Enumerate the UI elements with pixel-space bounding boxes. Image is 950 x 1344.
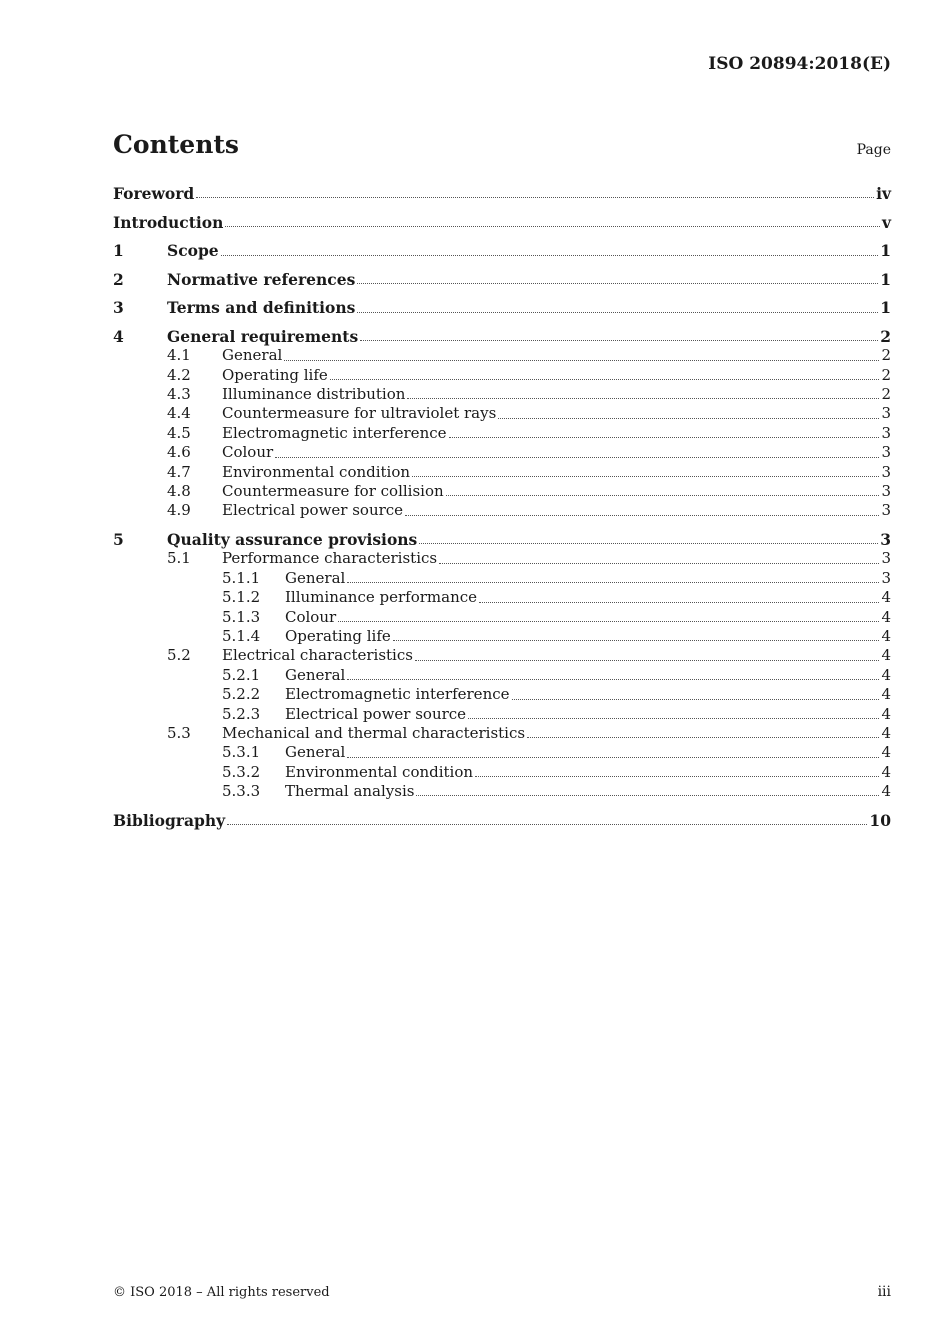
toc-entry-number: 5.1.3 (222, 607, 261, 626)
toc-entry-title: Illuminance performance (285, 588, 478, 607)
toc-entry-number: 4.4 (167, 404, 191, 423)
dot-leader (360, 340, 878, 341)
toc-entry-title: Electrical characteristics (222, 646, 413, 665)
toc-entry[interactable] (113, 241, 891, 260)
toc-entry-page: 3 (880, 529, 891, 549)
toc-entry[interactable] (113, 646, 891, 665)
toc-entry[interactable] (113, 346, 891, 365)
toc-entry-title: General (222, 346, 283, 365)
toc-entry-page: 1 (880, 241, 891, 261)
toc-entry[interactable] (113, 463, 891, 482)
toc-entry-page: 4 (881, 685, 891, 704)
toc-entry-page: 3 (881, 443, 891, 462)
toc-entry-number: 5.1 (167, 549, 191, 568)
toc-entry-title: Quality assurance provisions (167, 529, 418, 549)
toc-entry-title: Illuminance distribution (222, 385, 406, 404)
dot-leader (512, 699, 880, 700)
dot-leader (446, 495, 880, 496)
toc-entry[interactable] (113, 184, 891, 203)
toc-entry[interactable] (113, 782, 891, 801)
toc-entry-title: Operating life (285, 626, 391, 645)
toc-entry-title: Electromagnetic interference (222, 423, 447, 442)
toc-entry-number: 5.3.3 (222, 782, 261, 801)
toc-entry-page: iv (876, 184, 891, 203)
toc-entry[interactable] (113, 366, 891, 385)
dot-leader (357, 283, 878, 284)
page-title: Contents (113, 130, 240, 159)
toc-entry-page: 4 (881, 588, 891, 607)
toc-entry-title: Operating life (222, 365, 328, 384)
toc-entry-title: Mechanical and thermal characteristics (222, 723, 526, 742)
toc-entry-number: 5.2 (167, 646, 191, 665)
toc-entry[interactable] (113, 530, 891, 549)
toc-entry-title: Scope (167, 241, 219, 261)
dot-leader (468, 718, 879, 719)
toc-entry[interactable] (113, 608, 891, 627)
dot-leader (357, 312, 878, 313)
toc-entry[interactable] (113, 627, 891, 646)
toc-entry-title: Bibliography (113, 810, 226, 830)
dot-leader (227, 824, 867, 825)
toc-entry-title: Terms and definitions (167, 298, 356, 318)
toc-entry[interactable] (113, 588, 891, 607)
toc-entry-title: Environmental condition (222, 462, 411, 481)
toc-entry-title: Electrical power source (222, 501, 404, 520)
toc-entry-title: Normative references (167, 269, 356, 289)
dot-leader (407, 398, 879, 399)
toc-entry-number: 2 (113, 269, 124, 289)
toc-entry[interactable] (113, 424, 891, 443)
toc-entry-title: Electromagnetic interference (285, 685, 510, 704)
toc-entry-page: 10 (869, 810, 891, 830)
toc-entry-page: 4 (881, 762, 891, 781)
toc-entry[interactable] (113, 443, 891, 462)
toc-entry-title: Countermeasure for collision (222, 482, 444, 501)
toc-entry[interactable] (113, 705, 891, 724)
toc-entry-number: 4.7 (167, 462, 191, 481)
toc-entry-page: 1 (880, 269, 891, 289)
page-column-label: Page (856, 142, 891, 158)
table-of-contents (113, 184, 891, 830)
dot-leader (284, 360, 879, 361)
toc-entry-number: 5.3.2 (222, 762, 261, 781)
toc-entry-page: 1 (880, 298, 891, 318)
toc-entry-title: General requirements (167, 326, 359, 346)
toc-entry-page: 3 (881, 568, 891, 587)
toc-entry-title: General (285, 665, 346, 684)
toc-entry-page: 2 (881, 385, 891, 404)
toc-entry-page: v (881, 212, 891, 232)
toc-entry-number: 5.2.1 (222, 665, 261, 684)
page-number: iii (877, 1284, 891, 1300)
dot-leader (347, 582, 879, 583)
toc-entry-page: 3 (881, 482, 891, 501)
toc-entry-title: Colour (222, 443, 274, 462)
dot-leader (415, 660, 880, 661)
toc-entry-number: 5 (113, 529, 124, 549)
toc-entry-title: General (285, 743, 346, 762)
dot-leader (449, 437, 880, 438)
toc-entry[interactable] (113, 270, 891, 289)
toc-entry[interactable] (113, 724, 891, 743)
toc-entry-page: 4 (881, 646, 891, 665)
dot-leader (479, 602, 879, 603)
toc-entry-title: Electrical power source (285, 704, 467, 723)
dot-leader (527, 737, 879, 738)
dot-leader (338, 621, 879, 622)
toc-entry-page: 4 (881, 723, 891, 742)
dot-leader (405, 515, 879, 516)
toc-entry-title: Colour (285, 607, 337, 626)
dot-leader (275, 457, 879, 458)
toc-entry-title: Performance characteristics (222, 549, 438, 568)
dot-leader (221, 255, 879, 256)
toc-entry-number: 5.1.4 (222, 626, 261, 645)
toc-entry[interactable] (113, 404, 891, 423)
toc-entry[interactable] (113, 482, 891, 501)
toc-entry-page: 4 (881, 626, 891, 645)
toc-entry-title: General (285, 568, 346, 587)
toc-entry[interactable] (113, 327, 891, 346)
toc-entry-number: 5.1.2 (222, 588, 261, 607)
toc-entry-number: 4.8 (167, 482, 191, 501)
toc-entry-number: 4.3 (167, 385, 191, 404)
dot-leader (416, 795, 879, 796)
dot-leader (439, 563, 879, 564)
toc-entry-page: 3 (881, 501, 891, 520)
toc-entry-number: 4.6 (167, 443, 191, 462)
toc-entry[interactable] (113, 501, 891, 520)
toc-entry[interactable] (113, 213, 891, 232)
dot-leader (498, 418, 879, 419)
toc-entry-number: 5.2.3 (222, 704, 261, 723)
toc-entry-number: 4.9 (167, 501, 191, 520)
toc-entry[interactable] (113, 385, 891, 404)
toc-entry-title: Countermeasure for ultraviolet rays (222, 404, 497, 423)
toc-entry-page: 2 (881, 365, 891, 384)
toc-entry[interactable] (113, 569, 891, 588)
dot-leader (196, 197, 874, 198)
dot-leader (330, 379, 880, 380)
toc-entry[interactable] (113, 743, 891, 762)
toc-entry-number: 3 (113, 298, 124, 318)
toc-entry-page: 3 (881, 462, 891, 481)
toc-entry-number: 4.1 (167, 346, 191, 365)
toc-entry-number: 1 (113, 241, 124, 261)
toc-entry-number: 5.2.2 (222, 685, 261, 704)
toc-entry-number: 5.1.1 (222, 568, 261, 587)
toc-entry-page: 3 (881, 404, 891, 423)
toc-entry[interactable] (113, 298, 891, 317)
dot-leader (475, 776, 879, 777)
toc-entry-number: 5.3 (167, 723, 191, 742)
toc-entry-number: 4 (113, 326, 124, 346)
toc-entry-page: 3 (881, 423, 891, 442)
toc-entry[interactable] (113, 666, 891, 685)
toc-entry[interactable] (113, 763, 891, 782)
toc-entry[interactable] (113, 549, 891, 568)
toc-entry-page: 4 (881, 607, 891, 626)
toc-entry[interactable] (113, 685, 891, 704)
dot-leader (347, 757, 879, 758)
document-id: ISO 20894:2018(E) (708, 54, 891, 74)
toc-entry-number: 4.2 (167, 365, 191, 384)
toc-entry-title: Introduction (113, 212, 224, 232)
toc-entry-page: 2 (881, 346, 891, 365)
dot-leader (347, 679, 879, 680)
toc-entry-title: Thermal analysis (285, 782, 415, 801)
dot-leader (419, 543, 878, 544)
dot-leader (393, 640, 880, 641)
dot-leader (225, 226, 880, 227)
copyright-notice: © ISO 2018 – All rights reserved (113, 1285, 330, 1300)
toc-entry-number: 4.5 (167, 423, 191, 442)
toc-entry-title: Environmental condition (285, 762, 474, 781)
toc-entry-title: Foreword (113, 184, 195, 203)
toc-entry-page: 3 (881, 549, 891, 568)
toc-entry-number: 5.3.1 (222, 743, 261, 762)
toc-entry-page: 4 (881, 782, 891, 801)
toc-entry-page: 4 (881, 665, 891, 684)
toc-entry-page: 2 (880, 326, 891, 346)
toc-entry-page: 4 (881, 743, 891, 762)
toc-entry-page: 4 (881, 704, 891, 723)
dot-leader (412, 476, 879, 477)
toc-entry[interactable] (113, 811, 891, 830)
